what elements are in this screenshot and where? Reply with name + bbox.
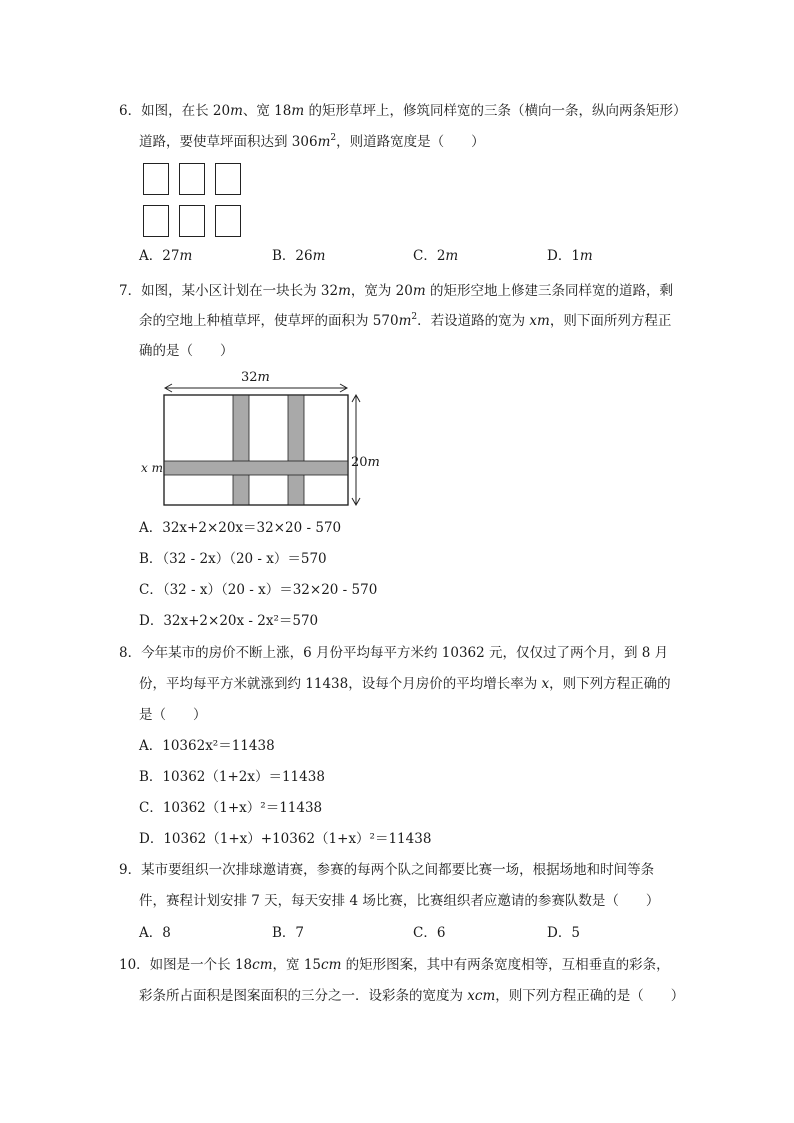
q7-option-a[interactable]: A．32x+2×20x＝32×20 - 570 [139,520,342,536]
q8-option-c[interactable]: C．10362（1+x）²＝11438 [139,800,323,816]
q7-option-d[interactable]: D．32x+2×20x - 2x²＝570 [139,613,319,629]
q7-line2: 余的空地上种植草坪，使草坪的面积为 $570m^2$．若设道路的宽为 xm，则下面所列方程正 [139,312,672,329]
q7-option-c[interactable]: C．（32 - x）（20 - x）＝32×20 - 570 [139,582,378,598]
q9-line1: 9．某市要组织一次排球邀请赛，参赛的每两个队之间都要比赛一场，根据场地和时间等条 [119,862,655,878]
q6-option-a[interactable]: A．27m [139,248,193,264]
q8-option-a[interactable]: A．10362x²＝11438 [139,738,275,754]
q6-line1: 6．如图，在长 20m、宽 18m 的矩形草坪上，修筑同样宽的三条（横向一条，纵向两条矩形） [119,103,687,119]
q8-option-d[interactable]: D．10362（1+x）+10362（1+x）²＝11438 [139,831,432,847]
q9-line2: 件，赛程计划安排 7 天，每天安排 4 场比赛，比赛组织者应邀请的参赛队数是（ ） [139,893,660,909]
q8-line2: 份，平均每平方米就涨到约 11438，设每个月房价的平均增长率为 x，则下列方程正确的 [139,676,671,692]
q8-option-b[interactable]: B．10362（1+2x）＝11438 [139,769,325,785]
q10-line1: 10．如图是一个长 18cm，宽 15cm 的矩形图案，其中有两条宽度相等，互相垂直的彩条， [119,957,670,973]
q6-option-b[interactable]: B．26m [272,248,326,264]
q9-option-d[interactable]: D．5 [547,925,580,941]
q9-option-a[interactable]: A．8 [139,925,171,941]
q6-option-c[interactable]: C．2m [413,248,459,264]
q8-line1: 8．今年某市的房价不断上涨，6 月份平均每平方米约 10362 元，仅仅过了两个月，到 8 月 [119,645,669,661]
q7-figure-right-label: 20m [351,455,380,470]
q8-line3: 是（ ） [139,707,207,723]
q6-option-d[interactable]: D．1m [547,248,593,264]
q6-line2: 道路，要使草坪面积达到 $306m^2$，则道路宽度是（ ） [139,133,485,150]
q7-option-b[interactable]: B．（32 - 2x）（20 - x）＝570 [139,551,327,567]
q7-figure-top-label: 32m [241,370,270,385]
q7-line3: 确的是（ ） [139,343,234,359]
q7-figure-left-label: x m [141,461,163,475]
q7-line1: 7．如图，某小区计划在一块长为 32m，宽为 20m 的矩形空地上修建三条同样宽的道路，剩 [119,283,673,299]
q9-option-c[interactable]: C．6 [413,925,446,941]
q10-line2: 彩条所占面积是图案面积的三分之一．设彩条的宽度为 xcm，则下列方程正确的是（ ） [139,988,685,1004]
q9-option-b[interactable]: B．7 [272,925,305,941]
q7-figure [135,366,385,512]
